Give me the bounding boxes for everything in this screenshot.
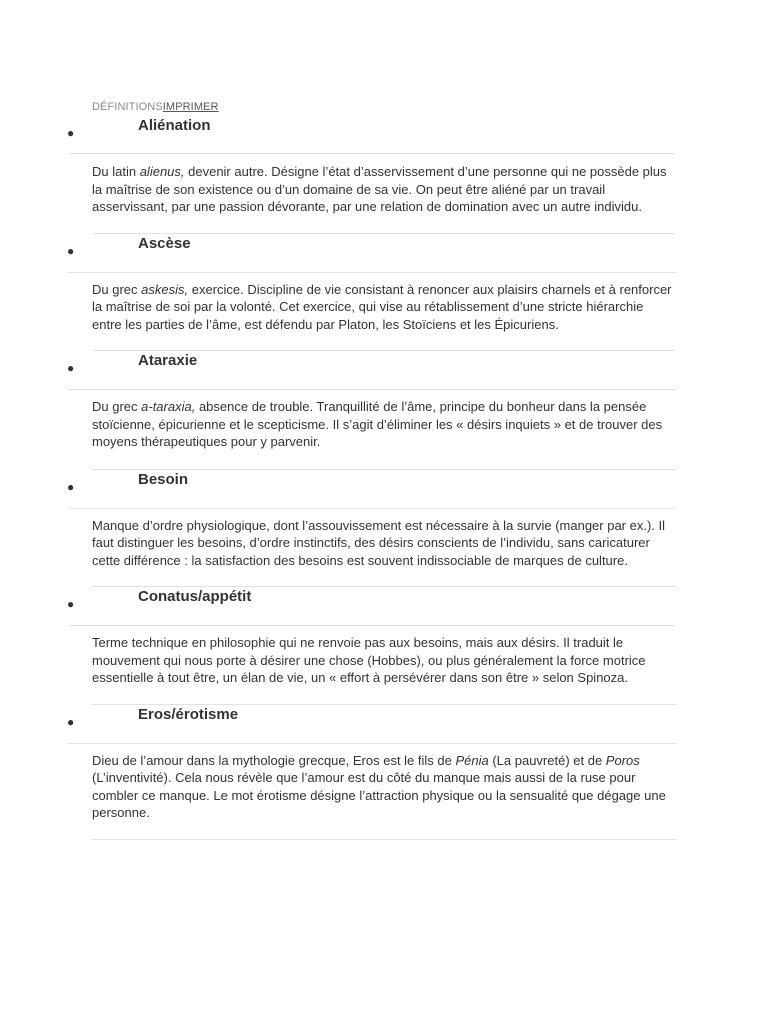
term-title: Conatus/appétit xyxy=(138,588,252,605)
definition-text: Du latin alienus, devenir autre. Désigne l’état d’asservissement d’une personne qui ne possède plus la maîtrise de son existence ou d’un domaine de sa vie. On peut être aliéné par un travail asservissant, par une passion dévorante, par une relation de domination avec un autre individu. xyxy=(92,164,667,214)
bullet-icon: ● xyxy=(67,361,75,375)
term-row xyxy=(0,587,768,625)
term-title: Ascèse xyxy=(138,234,191,252)
term-title: Ataraxie xyxy=(138,352,198,369)
term-row xyxy=(0,234,768,272)
term-row xyxy=(0,470,768,508)
definition-entry xyxy=(0,587,768,705)
definition-entry xyxy=(0,705,768,840)
term-title: Besoin xyxy=(138,470,189,488)
definition-text: Terme technique en philosophie qui ne renvoie pas aux besoins, mais aux désirs. Il traduit le mouvement qui nous porte à désirer une chose (Hobbes), ou plus généralement la force motrice essentielle à tout être, un élan de vie, un « effort à persévérer dans son être » selon Spinoza. xyxy=(92,635,646,685)
term-title: Aliénation xyxy=(138,117,211,134)
section-label: DÉFINITIONS xyxy=(92,101,163,113)
bullet-icon: ● xyxy=(67,714,75,729)
definition-entry xyxy=(0,234,768,352)
definitions-list xyxy=(0,116,768,840)
term-row xyxy=(0,705,768,743)
bullet-icon: ● xyxy=(67,597,75,611)
bullet-icon: ● xyxy=(67,243,75,258)
bullet-icon: ● xyxy=(67,126,75,140)
definition-text: Du grec a-taraxia, absence de trouble. Tranquillité de l’âme, principe du bonheur dans la pensée stoïcienne, épicurienne et le scepticisme. Il s’agit d’éliminer les « désirs inquiets » et de trouver des moyens thérapeutiques pour y parvenir. xyxy=(92,399,663,449)
definition-entry xyxy=(0,351,768,470)
definition-text: Dieu de l’amour dans la mythologie grecque, Eros est le fils de Pénia (La pauvreté) et de Poros (L’inventivité). Cela nous révèle que l’amour est du côté du manque mais aussi de la ruse pour combler ce manque. Le mot érotisme désigne l’attraction physique ou la sensualité que dégage une personne. xyxy=(92,752,666,820)
header-bar xyxy=(92,101,219,113)
divider xyxy=(92,839,676,840)
definition-text: Du grec askesis, exercice. Discipline de vie consistant à renoncer aux plaisirs charnels et à renforcer la maîtrise de soi par la volonté. Cet exercice, qui vise au rétablissement d’une stricte hiérarchie entre les parties de l’âme, est défendu par Platon, les Stoïciens et les Épicuriens. xyxy=(92,281,672,332)
definition-entry xyxy=(0,470,768,588)
term-row xyxy=(0,116,768,154)
term-row xyxy=(0,351,768,389)
definition-entry xyxy=(0,116,768,234)
definition-text: Manque d’ordre physiologique, dont l’assouvissement est nécessaire à la survie (manger par ex.). Il faut distinguer les besoins, d’ordre instinctifs, des désirs conscients de l’individu, sans caricaturer cette différence : la satisfaction des besoins est souvent indissociable de marques de culture. xyxy=(92,517,666,568)
print-link[interactable]: IMPRIMER xyxy=(162,101,219,113)
bullet-icon: ● xyxy=(67,479,75,494)
term-title: Eros/érotisme xyxy=(138,705,239,723)
